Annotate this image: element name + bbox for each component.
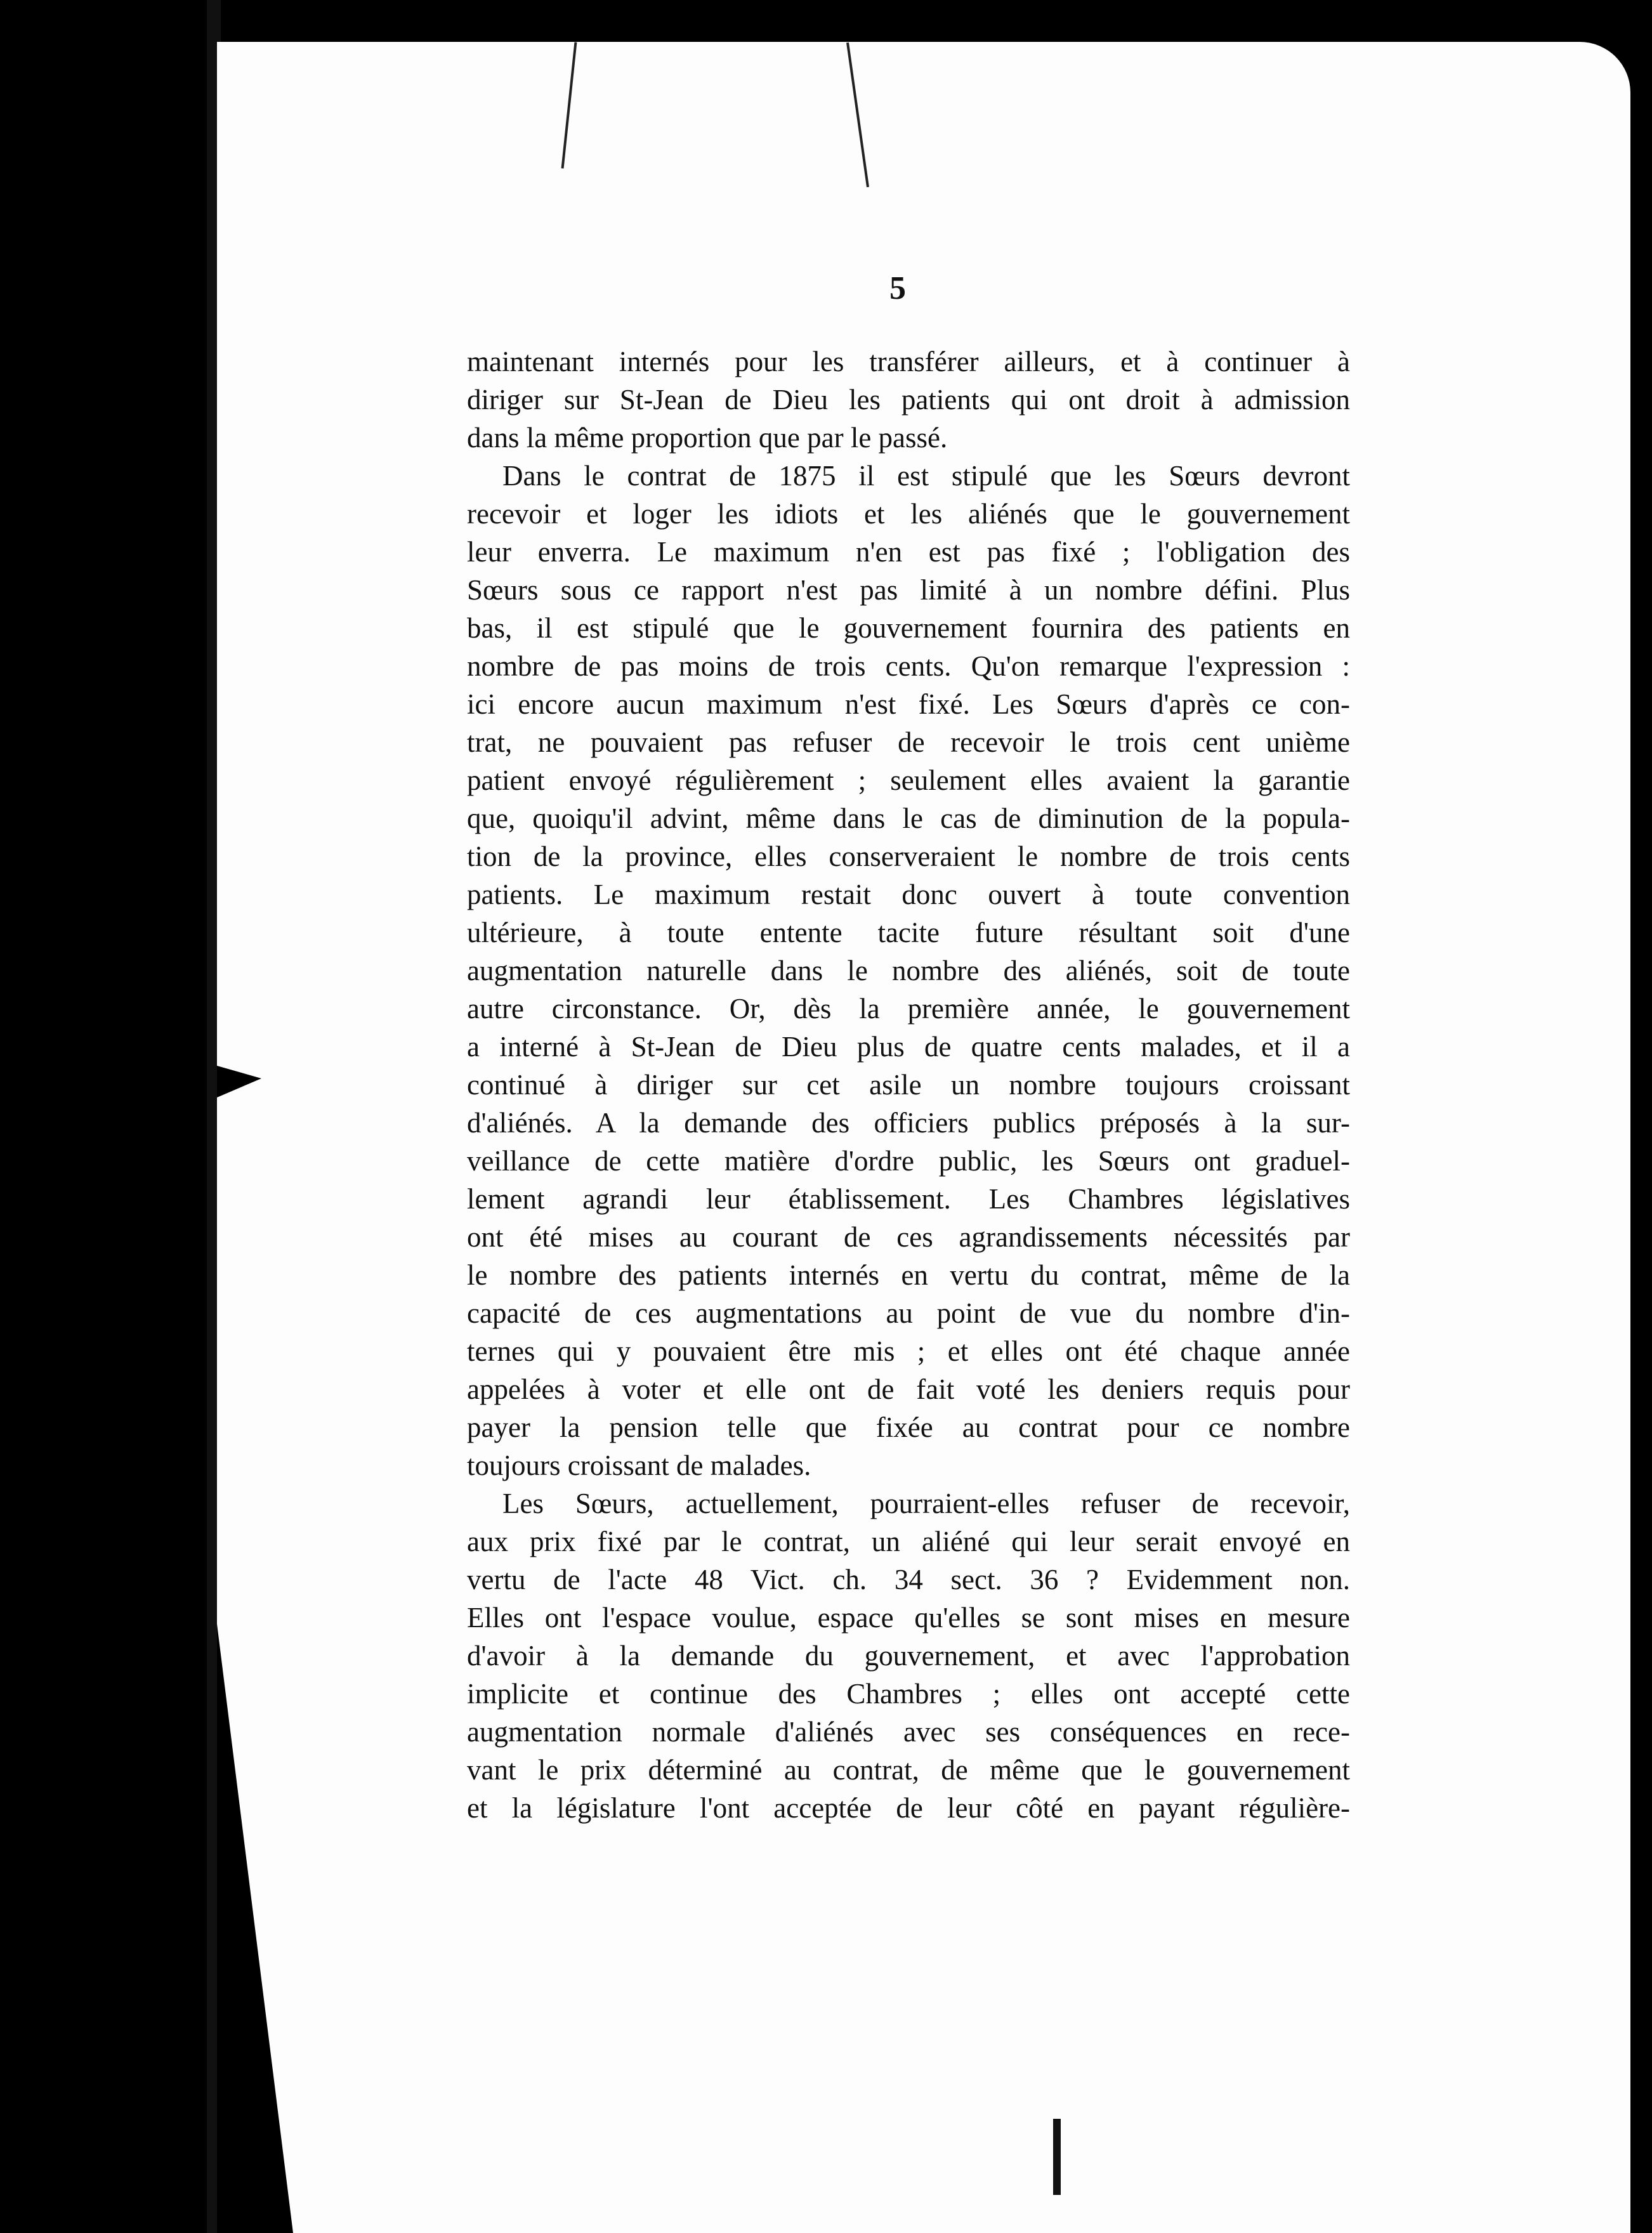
text-line: payer la pension telle que fixée au contrat pour ce nombre (467, 1411, 1350, 1443)
text-line: patient envoyé régulièrement ; seulement elles avaient la garantie (467, 764, 1350, 796)
text-line: augmentation naturelle dans le nombre des aliénés, soit de toute (467, 955, 1350, 986)
text-line: le nombre des patients internés en vertu du contrat, même de la (467, 1259, 1350, 1291)
text-line: dans la même proportion que par le passé. (467, 422, 948, 454)
text-line: d'aliénés. A la demande des officiers publics préposés à la sur- (467, 1107, 1350, 1139)
text-line: augmentation normale d'aliénés avec ses conséquences en rece- (467, 1716, 1350, 1748)
text-line: ternes qui y pouvaient être mis ; et elles ont été chaque année (467, 1335, 1350, 1367)
text-line: Elles ont l'espace voulue, espace qu'elles se sont mises en mesure (467, 1602, 1350, 1634)
text-line: que, quoiqu'il advint, même dans le cas de diminution de la popula- (467, 802, 1350, 834)
text-line: autre circonstance. Or, dès la première année, le gouvernement (467, 993, 1350, 1025)
text-line: et la législature l'ont acceptée de leur côté en payant régulière- (467, 1792, 1350, 1824)
text-line: recevoir et loger les idiots et les aliénés que le gouvernement (467, 498, 1350, 530)
text-line: capacité de ces augmentations au point de vue du nombre d'in- (467, 1297, 1350, 1329)
text-line: continué à diriger sur cet asile un nombre toujours croissant (467, 1069, 1350, 1101)
text-line: ici encore aucun maximum n'est fixé. Les Sœurs d'après ce con- (467, 688, 1350, 720)
text-line: ont été mises au courant de ces agrandissements nécessités par (467, 1221, 1350, 1253)
page-number: 5 (889, 270, 906, 306)
text-line: vant le prix déterminé au contrat, de même que le gouvernement (467, 1754, 1350, 1786)
text-line: lement agrandi leur établissement. Les Chambres législatives (467, 1183, 1350, 1215)
text-line: a interné à St-Jean de Dieu plus de quatre cents malades, et il a (467, 1031, 1350, 1063)
text-line: bas, il est stipulé que le gouvernement fournira des patients en (467, 612, 1350, 644)
text-line: maintenant internés pour les transférer ailleurs, et à continuer à (467, 346, 1350, 377)
text-line: d'avoir à la demande du gouvernement, et avec l'approbation (467, 1640, 1350, 1672)
text-line: Sœurs sous ce rapport n'est pas limité à un nombre défini. Plus (467, 574, 1350, 606)
body-text (467, 343, 1350, 1865)
text-line: nombre de pas moins de trois cents. Qu'on remarque l'expression : (467, 650, 1350, 682)
text-line: veillance de cette matière d'ordre public, les Sœurs ont graduel- (467, 1145, 1350, 1177)
text-line: toujours croissant de malades. (467, 1450, 811, 1481)
text-line: ultérieure, à toute entente tacite future résultant soit d'une (467, 917, 1350, 948)
text-line: Dans le contrat de 1875 il est stipulé que les Sœurs devront (502, 460, 1350, 492)
text-line: leur enverra. Le maximum n'en est pas fixé ; l'obligation des (467, 536, 1350, 568)
text-line: diriger sur St-Jean de Dieu les patients qui ont droit à admission (467, 384, 1350, 416)
text-line: appelées à voter et elle ont de fait voté les deniers requis pour (467, 1373, 1350, 1405)
text-line: implicite et continue des Chambres ; elles ont accepté cette (467, 1678, 1350, 1710)
text-line: vertu de l'acte 48 Vict. ch. 34 sect. 36 ? Evidemment non. (467, 1564, 1350, 1595)
paper-mark (1053, 2119, 1061, 2195)
text-line: Les Sœurs, actuellement, pourraient-elles refuser de recevoir, (502, 1488, 1350, 1519)
text-line: patients. Le maximum restait donc ouvert à toute convention (467, 879, 1350, 910)
text-line: trat, ne pouvaient pas refuser de recevoir le trois cent unième (467, 726, 1350, 758)
text-line: tion de la province, elles conserveraient le nombre de trois cents (467, 841, 1350, 872)
text-line: aux prix fixé par le contrat, un aliéné qui leur serait envoyé en (467, 1526, 1350, 1557)
